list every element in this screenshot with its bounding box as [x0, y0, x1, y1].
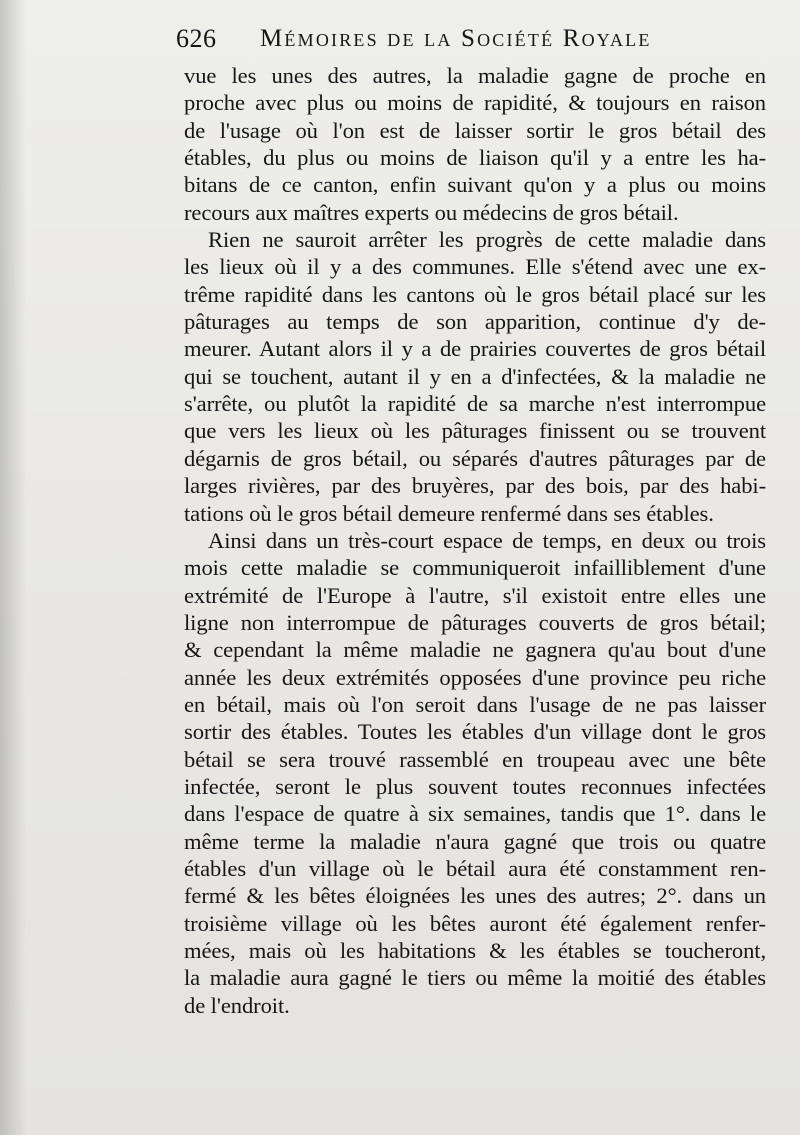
text-line: de l'endroit. — [184, 992, 290, 1018]
paragraph — [184, 226, 766, 527]
text-line: étables d'un village où le bétail aura été constamment ren- — [184, 855, 766, 881]
text-line: troisième village où les bêtes auront été également renfer- — [184, 910, 766, 936]
text-line: mois cette maladie se communiqueroit infailliblement d'une — [184, 555, 766, 581]
text-line: Rien ne sauroit arrêter les progrès de cette maladie dans — [208, 227, 766, 253]
text-line: recours aux maîtres experts ou médecins de gros bétail. — [184, 199, 679, 225]
page-header — [176, 24, 756, 58]
text-line: mées, mais où les habitations & les étables se toucheront, — [184, 938, 766, 963]
text-line: & cependant la même maladie ne gagnera qu'au bout d'une — [184, 637, 766, 663]
text-line: de l'usage où l'on est de laisser sortir le gros bétail des — [184, 117, 766, 143]
text-line: larges rivières, par des bruyères, par des bois, par des habi- — [184, 473, 766, 499]
text-line: en bétail, mais où l'on seroit dans l'usage de ne pas laisser — [184, 691, 766, 717]
body-text — [184, 62, 766, 1019]
paragraph — [184, 527, 766, 1019]
text-line: s'arrête, ou plutôt la rapidité de sa marche n'est interrompue — [184, 391, 766, 417]
text-line: qui se touchent, autant il y en a d'infectées, & la maladie ne — [184, 363, 766, 389]
text-line: vue les unes des autres, la maladie gagne de proche en — [184, 63, 766, 88]
text-line: sortir des étables. Toutes les étables d'un village dont le gros — [184, 719, 766, 745]
text-line: infectée, seront le plus souvent toutes reconnues infectées — [184, 773, 766, 799]
text-line: étables, du plus ou moins de liaison qu'il y a entre les ha- — [184, 145, 766, 171]
text-line: trême rapidité dans les cantons où le gros bétail placé sur les — [184, 281, 766, 307]
text-line: la maladie aura gagné le tiers ou même la moitié des étables — [184, 965, 766, 991]
text-line: dégarnis de gros bétail, ou séparés d'autres pâturages par de — [184, 445, 766, 471]
text-line: dans l'espace de quatre à six semaines, tandis que 1°. dans le — [184, 801, 766, 827]
page-number: 626 — [176, 24, 217, 53]
text-line: bétail se sera trouvé rassemblé en troupeau avec une bête — [184, 746, 766, 772]
paragraph — [184, 62, 766, 226]
text-line: que vers les lieux où les pâturages finissent ou se trouvent — [184, 418, 766, 444]
text-line: extrémité de l'Europe à l'autre, s'il existoit entre elles une — [184, 582, 766, 608]
text-line: année les deux extrémités opposées d'une province peu riche — [184, 664, 766, 690]
binding-gutter-shadow — [0, 0, 26, 1135]
text-line: même terme la maladie n'aura gagné que trois ou quatre — [184, 828, 766, 854]
text-line: meurer. Autant alors il y a de prairies couvertes de gros bétail — [184, 336, 766, 362]
text-line: ligne non interrompue de pâturages couverts de gros bétail; — [184, 609, 766, 635]
text-line: fermé & les bêtes éloignées les unes des autres; 2°. dans un — [184, 883, 766, 909]
text-line: pâturages au temps de son apparition, continue d'y de- — [184, 309, 766, 335]
text-line: tations où le gros bétail demeure renfermé dans ses étables. — [184, 500, 714, 526]
text-line: les lieux où il y a des communes. Elle s'étend avec une ex- — [184, 254, 766, 280]
running-title: Mémoires de la Société Royale — [260, 25, 652, 52]
text-line: proche avec plus ou moins de rapidité, & toujours en raison — [184, 90, 766, 116]
text-line: bitans de ce canton, enfin suivant qu'on y a plus ou moins — [184, 172, 766, 198]
text-line: Ainsi dans un très-court espace de temps, en deux ou trois — [208, 527, 766, 553]
